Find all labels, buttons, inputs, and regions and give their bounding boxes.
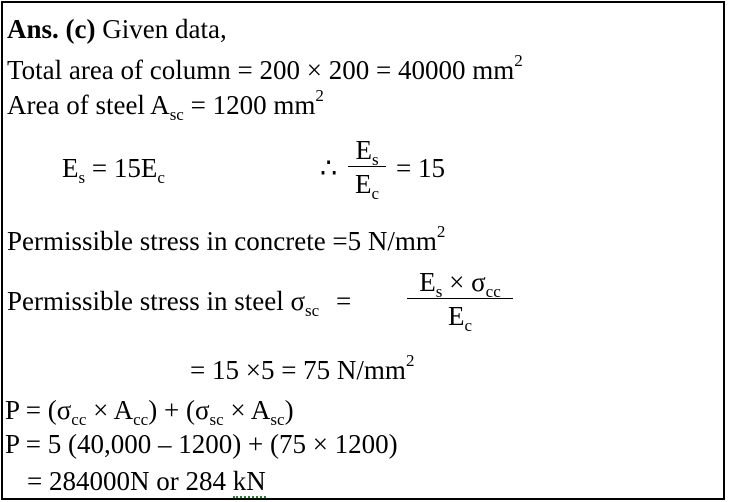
steel-stress-result	[190, 351, 415, 385]
ec-sub: c	[157, 168, 165, 187]
es-symbol: E	[62, 153, 79, 183]
steel-stress-fraction	[407, 266, 513, 333]
steel-area-sub: sc	[169, 105, 184, 124]
concrete-stress-text: Permissible stress in concrete =5 N/mm	[7, 226, 437, 256]
steel-area-post: = 1200 mm	[183, 90, 316, 120]
total-area-text: Total area of column = 200 × 200 = 40000 mm	[7, 55, 515, 85]
sigma-sc: $\sigma_{sc}$	[290, 286, 320, 320]
concrete-stress-line	[7, 222, 446, 256]
load-result-unit: kN	[232, 466, 266, 496]
steel-area-sup: 2	[315, 86, 324, 105]
load-formula-line: $P = (\sigma_{cc} \times A_{cc}) + (\sigma_{sc} \times A_{sc})$	[5, 395, 294, 429]
concrete-stress-sup: 2	[436, 222, 446, 241]
load-result-line	[27, 466, 266, 496]
modular-ratio-eq	[62, 153, 165, 187]
therefore-symbol: ∴	[320, 153, 338, 183]
ratio-fraction	[348, 134, 386, 201]
answer-intro: Given data,	[102, 14, 227, 44]
steel-stress-text: Permissible stress in steel	[7, 286, 291, 316]
es-eq: = 15E	[85, 153, 158, 183]
ratio-rhs: = 15	[396, 153, 445, 183]
answer-line	[7, 14, 227, 44]
steel-stress-result-text: = 15 ×5 = 75 N/mm	[190, 355, 406, 385]
steel-stress-denominator: $E_c$	[447, 301, 473, 335]
load-substitution-line: P = 5 (40,000 – 1200) + (75 × 1200)	[5, 429, 398, 459]
steel-stress-line	[7, 286, 352, 320]
load-result-text: = 284000N or 284	[27, 466, 233, 496]
steel-area-pre: Area of steel A	[7, 90, 170, 120]
total-area-sup: 2	[514, 51, 523, 70]
steel-area-line	[7, 86, 324, 124]
steel-stress-eq: =	[335, 286, 352, 316]
es-sub: s	[78, 168, 86, 187]
steel-stress-result-sup: 2	[405, 351, 415, 370]
total-area-line	[7, 51, 523, 85]
answer-label: Ans. (c)	[7, 14, 96, 44]
steel-stress-numerator: $E_s \times \sigma_{cc}$	[407, 266, 513, 299]
ratio-numerator: $E_s$	[348, 134, 386, 167]
ratio-denominator: $E_c$	[354, 169, 380, 203]
